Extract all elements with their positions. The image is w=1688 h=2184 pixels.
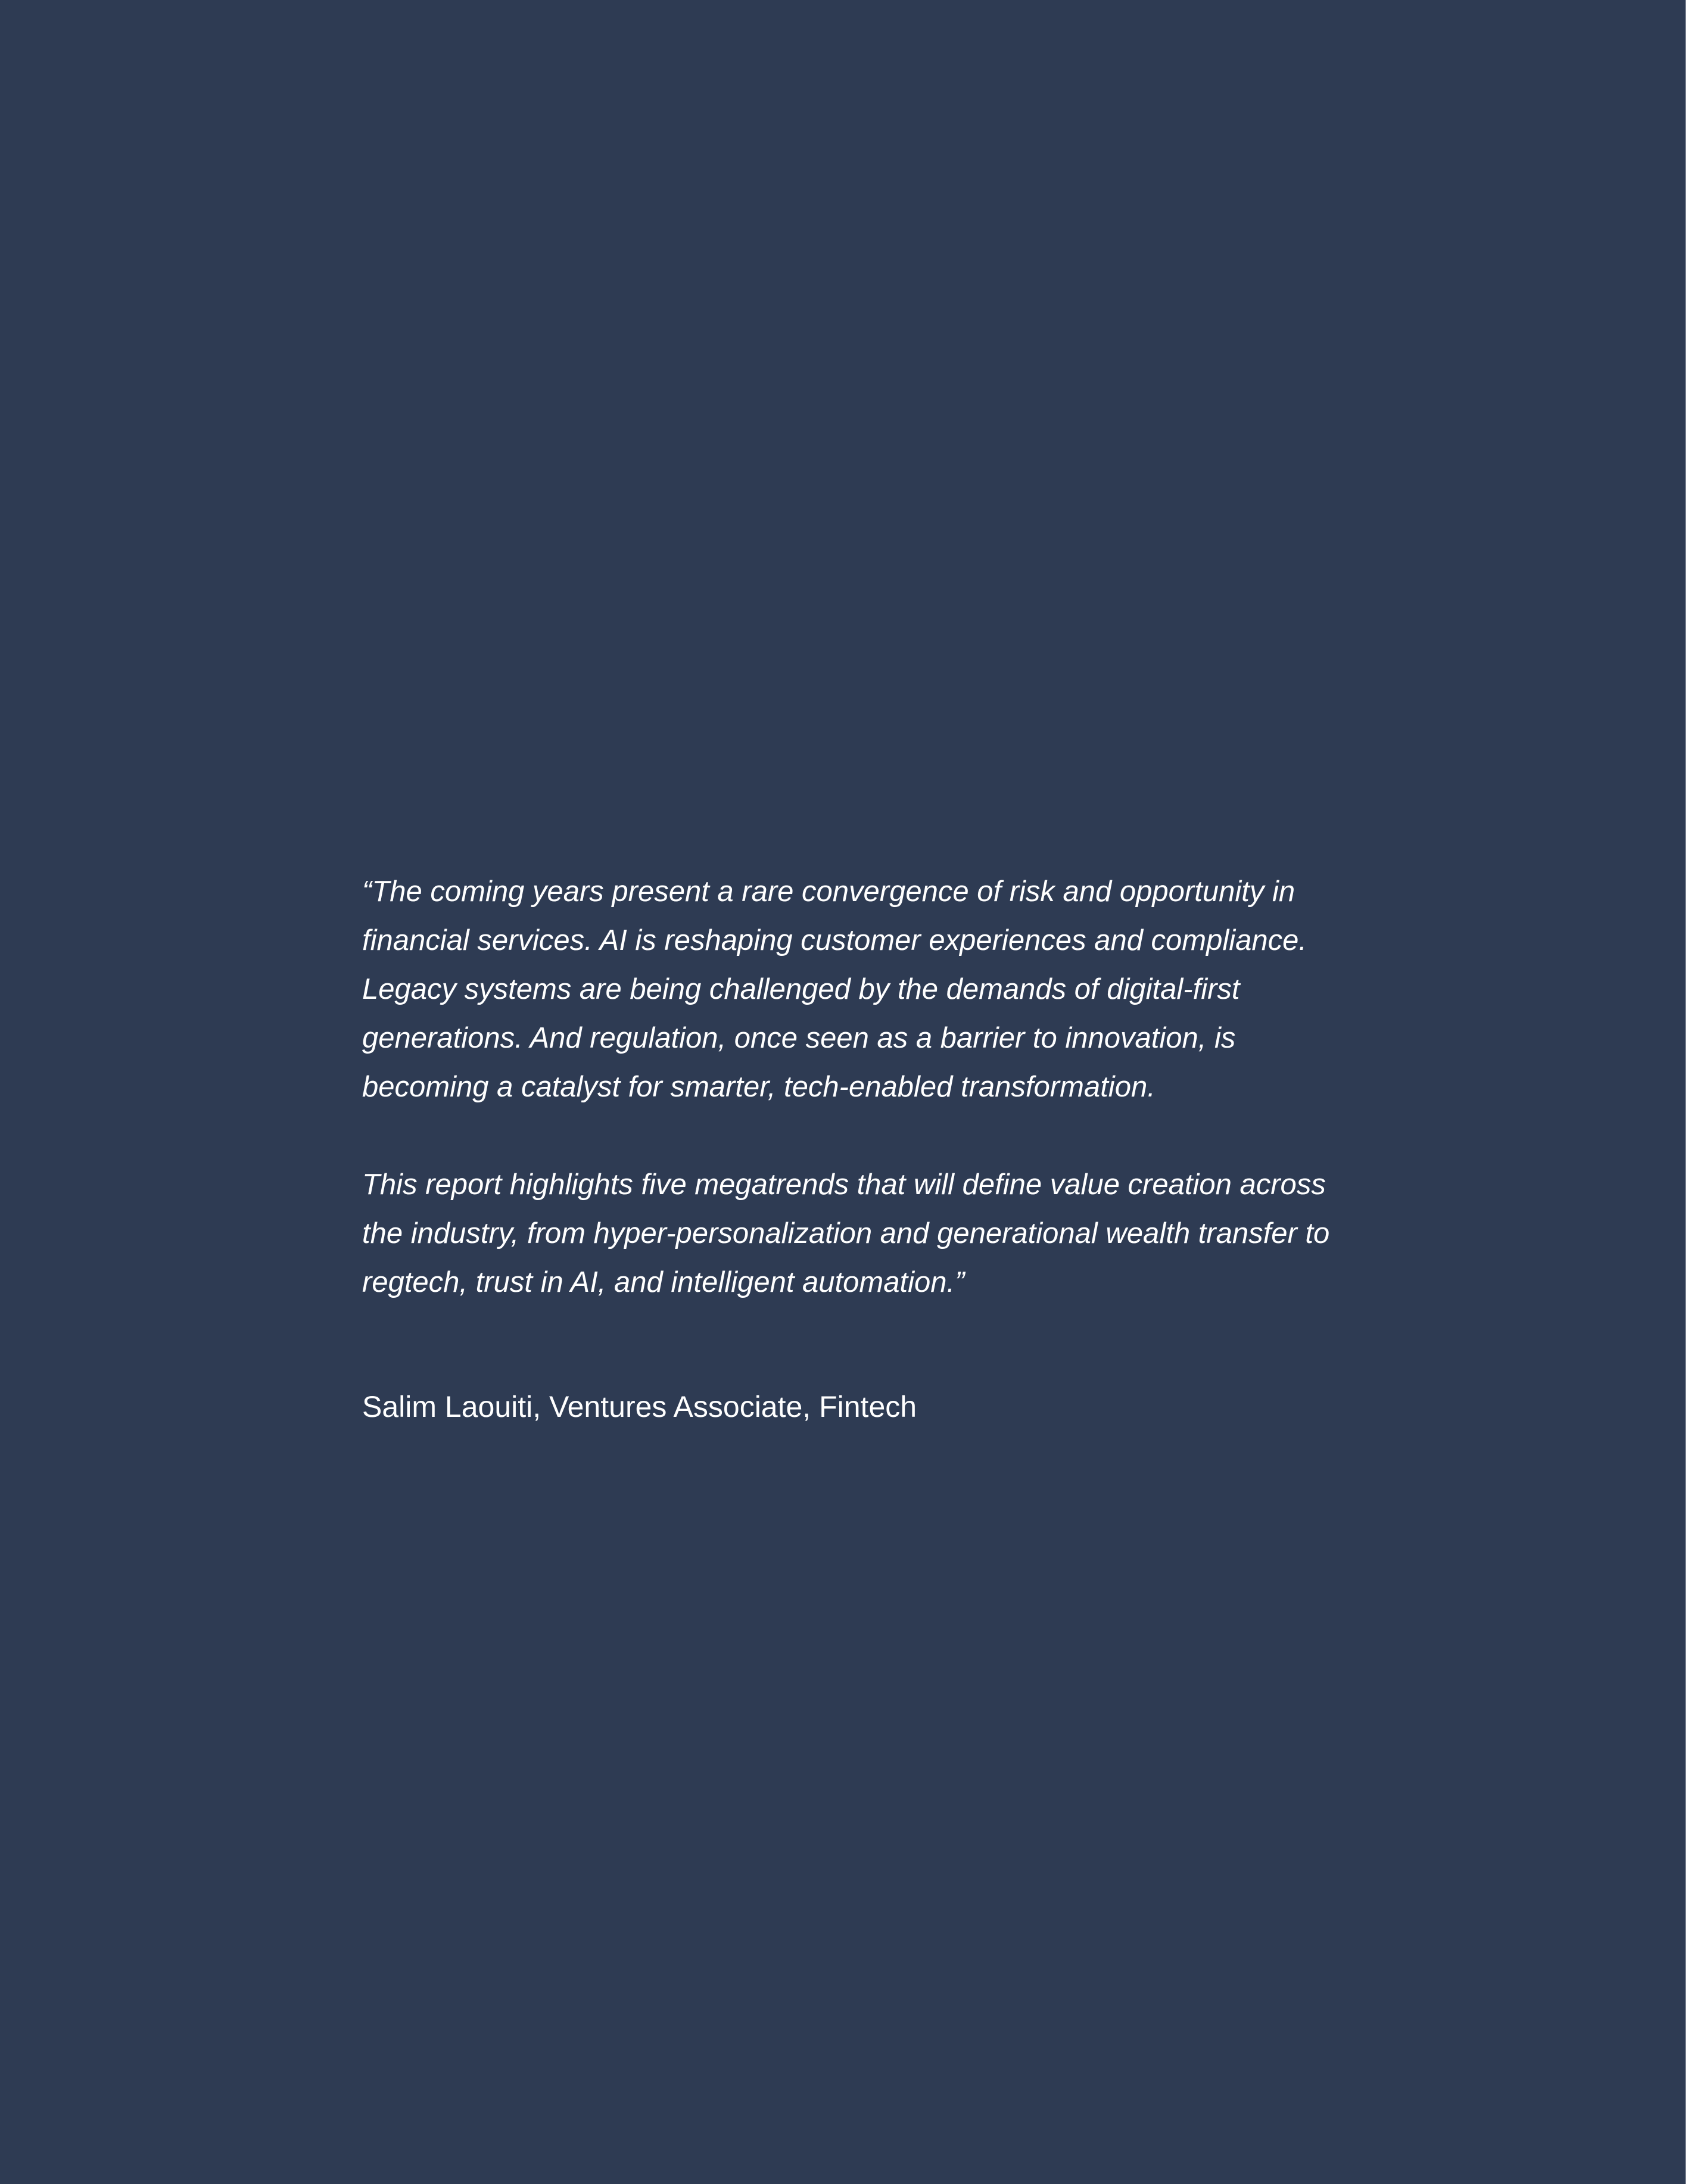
quote-block — [362, 867, 1351, 1307]
quote-paragraph-1: “The coming years present a rare convergence of risk and opportunity in financial services. AI is reshaping customer experiences and compliance. Legacy systems are being challenged by the demands of digital-first generations. And regulation, once seen as a barrier to innovation, is becoming a catalyst for smarter, tech-enabled transformation. — [362, 876, 1307, 1103]
quote-attribution: Salim Laouiti, Ventures Associate, Fintech — [362, 1390, 917, 1423]
page-edge-divider — [1686, 0, 1688, 2184]
quote-paragraph-2: This report highlights five megatrends that will define value creation across the industry, from hyper-personalization and generational wealth transfer to regtech, trust in AI, and intelligent automation.” — [362, 1169, 1330, 1298]
